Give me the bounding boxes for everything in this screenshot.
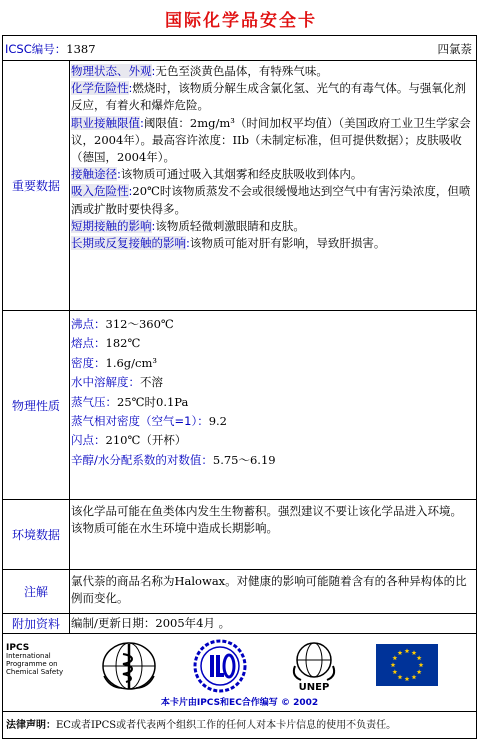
environmental-data-section bbox=[3, 500, 476, 570]
property-key: 蒸气压 bbox=[71, 394, 106, 409]
property-item bbox=[71, 166, 473, 183]
property-item bbox=[71, 235, 473, 252]
ipcs-abbr: IPCS bbox=[6, 643, 30, 653]
ilo-logo-icon bbox=[191, 638, 249, 694]
property-key: 水中溶解度 bbox=[71, 375, 129, 390]
property-separator: : bbox=[151, 64, 156, 78]
property-value: 该物质轻微刺激眼睛和皮肤。 bbox=[155, 218, 305, 233]
important-data-section bbox=[3, 61, 476, 311]
property-item bbox=[71, 80, 473, 114]
property-item bbox=[71, 451, 473, 470]
card-title: 国际化学品安全卡 bbox=[165, 11, 317, 31]
property-separator: ： bbox=[94, 355, 106, 370]
physical-properties-list bbox=[71, 315, 473, 470]
property-key: 物理状态、外观 bbox=[71, 64, 152, 78]
property-value: 阈限值：2mg/m³（时间加权平均值）（美国政府工业卫生学家会议，2004年）。最高容许浓度：IIb（未制定标准，但可提供数据）；皮肤吸收（德国，2004年）。 bbox=[71, 115, 471, 165]
property-key: 吸入危险性 bbox=[71, 184, 129, 199]
property-item bbox=[71, 315, 473, 334]
property-item bbox=[71, 373, 473, 392]
property-separator: ： bbox=[94, 336, 106, 351]
who-logo-icon bbox=[100, 640, 158, 692]
property-separator: ： bbox=[197, 414, 209, 429]
chemical-name: 四氯萘 bbox=[437, 42, 472, 56]
property-key: 沸点 bbox=[71, 317, 94, 331]
property-item bbox=[71, 412, 473, 431]
note-text: 氯代萘的商品名称为Halowax。对健康的影响可能随着含有的各种异构体的比例而变化。 bbox=[71, 574, 467, 606]
property-key: 化学危险性 bbox=[71, 81, 129, 96]
property-separator: ： bbox=[105, 394, 117, 409]
property-item bbox=[71, 183, 473, 217]
property-key: 闪点 bbox=[71, 433, 94, 448]
unep-logo-icon bbox=[287, 640, 341, 692]
property-separator: : bbox=[117, 167, 121, 182]
property-separator: : bbox=[128, 81, 133, 96]
property-item bbox=[71, 354, 473, 373]
property-separator: ： bbox=[94, 317, 106, 331]
property-value: 1.6g/cm³ bbox=[105, 355, 157, 370]
property-key: 辛醇/水分配系数的对数值 bbox=[71, 452, 202, 467]
property-separator: ： bbox=[128, 375, 140, 390]
environmental-data-text: 该化学品可能在鱼类体内发生生物蓄积。强烈建议不要让该化学品进入环境。该物质可能在水生环境中造成长期影响。 bbox=[71, 504, 462, 536]
ipcs-logo-text bbox=[6, 644, 63, 676]
icsc-id-row bbox=[3, 36, 476, 61]
note-section bbox=[3, 570, 476, 614]
important-data-label: 重要数据 bbox=[3, 61, 70, 310]
unep-logo-text: UNEP bbox=[298, 682, 330, 692]
property-separator: : bbox=[186, 236, 190, 251]
property-value: 210℃（开杯） bbox=[105, 433, 187, 448]
ipcs-line1: International bbox=[6, 652, 51, 660]
property-item bbox=[71, 431, 473, 450]
property-key: 熔点 bbox=[71, 336, 94, 351]
property-separator: : bbox=[128, 184, 133, 199]
property-value: 不溶 bbox=[140, 375, 163, 390]
additional-info-label: 附加资料 bbox=[3, 614, 70, 633]
property-item bbox=[71, 218, 473, 235]
property-item bbox=[71, 63, 473, 80]
additional-info-section bbox=[3, 614, 476, 634]
property-value: 9.2 bbox=[208, 414, 227, 429]
property-value: 燃烧时，该物质分解生成含氯化氢、光气的有毒气体。与强氧化剂反应，有着火和爆炸危险。 bbox=[71, 81, 466, 113]
property-key: 密度 bbox=[71, 355, 94, 370]
property-item bbox=[71, 334, 473, 353]
legal-label: 法律声明： bbox=[6, 720, 56, 731]
property-value: 5.75～6.19 bbox=[212, 452, 276, 467]
property-separator: : bbox=[140, 115, 144, 130]
logos-section bbox=[3, 634, 476, 712]
property-value: 该物质可能对肝有影响，导致肝损害。 bbox=[189, 236, 386, 251]
icsc-number bbox=[5, 41, 96, 57]
icsc-number-value: 1387 bbox=[66, 42, 96, 56]
icsc-card bbox=[2, 35, 477, 739]
property-key: 职业接触限值 bbox=[71, 115, 140, 130]
environmental-data-label: 环境数据 bbox=[3, 500, 70, 569]
property-value: 312～360℃ bbox=[105, 317, 174, 331]
property-value: 25℃时0.1Pa bbox=[117, 394, 189, 409]
note-label: 注解 bbox=[3, 570, 70, 613]
property-key: 蒸气相对密度（空气=1） bbox=[71, 414, 198, 429]
property-separator: ： bbox=[94, 433, 106, 448]
important-data-list bbox=[71, 63, 473, 252]
property-value: 该物质可通过吸入其烟雾和经皮肤吸收到体内。 bbox=[120, 167, 363, 182]
property-separator: ： bbox=[201, 452, 213, 467]
physical-properties-label: 物理性质 bbox=[3, 311, 70, 499]
property-key: 短期接触的影响 bbox=[71, 218, 152, 233]
additional-info-text: 编制/更新日期：2005年4月 。 bbox=[71, 616, 231, 630]
icsc-label: ICSC编号： bbox=[5, 42, 67, 56]
property-value: 182℃ bbox=[105, 336, 141, 351]
property-value: 无色至淡黄色晶体，有特殊气味。 bbox=[155, 64, 328, 78]
legal-statement bbox=[6, 716, 396, 731]
property-item bbox=[71, 393, 473, 412]
ipcs-line2: Programme on bbox=[6, 660, 58, 668]
ipcs-line3: Chemical Safety bbox=[6, 668, 64, 676]
property-key: 接触途径 bbox=[71, 167, 117, 182]
property-value: 20℃时该物质蒸发不会或很缓慢地达到空气中有害污染浓度，但喷洒或扩散时要快得多。 bbox=[71, 184, 471, 216]
property-separator: : bbox=[151, 218, 156, 233]
physical-properties-section bbox=[3, 311, 476, 500]
legal-text: EC或者IPCS或者代表两个组织工作的任何人对本卡片信息的使用不负责任。 bbox=[56, 720, 397, 731]
eu-flag-icon bbox=[376, 644, 438, 686]
footer-credit: 本卡片由IPCS和EC合作编写 © 2002 bbox=[160, 698, 319, 708]
property-key: 长期或反复接触的影响 bbox=[71, 236, 186, 251]
legal-section bbox=[3, 712, 476, 740]
property-item bbox=[71, 115, 473, 167]
